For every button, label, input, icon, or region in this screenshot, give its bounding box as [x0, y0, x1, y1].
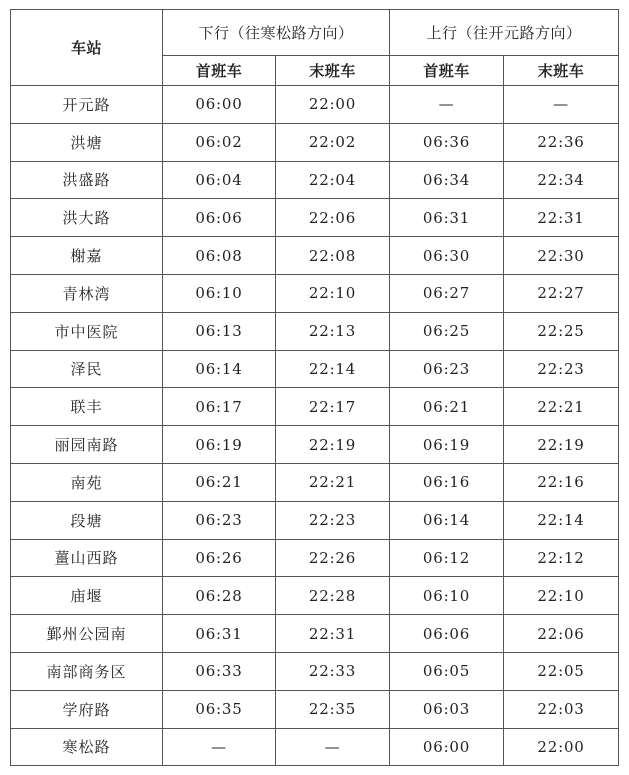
down-last-train-time: 22:17 [276, 388, 390, 426]
down-last-train-time: 22:08 [276, 237, 390, 275]
station-name: 青林湾 [11, 274, 163, 312]
up-last-train-time: 22:05 [504, 652, 619, 690]
up-last-train-time: 22:19 [504, 426, 619, 464]
station-name: 段塘 [11, 501, 163, 539]
down-first-train-time: 06:28 [163, 577, 276, 615]
down-last-train-time: 22:00 [276, 86, 390, 124]
up-first-train-time: 06:16 [390, 463, 504, 501]
down-first-train-time: 06:19 [163, 426, 276, 464]
down-last-train-time: 22:19 [276, 426, 390, 464]
table-row [11, 577, 619, 615]
up-first-train-time: 06:14 [390, 501, 504, 539]
header-station: 车站 [11, 10, 163, 86]
up-last-train-time: 22:10 [504, 577, 619, 615]
down-last-train-time: 22:28 [276, 577, 390, 615]
up-first-train-time: 06:12 [390, 539, 504, 577]
down-first-train-time: 06:08 [163, 237, 276, 275]
table-row [11, 728, 619, 766]
header-up-last-train: 末班车 [504, 56, 619, 86]
station-name: 薑山西路 [11, 539, 163, 577]
header-up-direction: 上行（往开元路方向） [390, 10, 619, 56]
station-name: 庙堰 [11, 577, 163, 615]
down-last-train-time: 22:23 [276, 501, 390, 539]
up-first-train-time: 06:03 [390, 690, 504, 728]
up-last-train-time: — [504, 86, 619, 124]
table-row [11, 237, 619, 275]
up-first-train-time: 06:19 [390, 426, 504, 464]
down-first-train-time: 06:26 [163, 539, 276, 577]
down-last-train-time: 22:10 [276, 274, 390, 312]
header-down-first-train: 首班车 [163, 56, 276, 86]
station-name: 丽园南路 [11, 426, 163, 464]
up-last-train-time: 22:30 [504, 237, 619, 275]
down-first-train-time: 06:23 [163, 501, 276, 539]
up-last-train-time: 22:00 [504, 728, 619, 766]
timetable-header [11, 10, 619, 86]
up-last-train-time: 22:06 [504, 615, 619, 653]
down-first-train-time: 06:31 [163, 615, 276, 653]
down-last-train-time: 22:13 [276, 312, 390, 350]
up-first-train-time: 06:06 [390, 615, 504, 653]
up-first-train-time: 06:00 [390, 728, 504, 766]
up-last-train-time: 22:16 [504, 463, 619, 501]
station-name: 榭嘉 [11, 237, 163, 275]
up-first-train-time: 06:05 [390, 652, 504, 690]
down-first-train-time: — [163, 728, 276, 766]
station-name: 洪塘 [11, 123, 163, 161]
down-last-train-time: 22:06 [276, 199, 390, 237]
station-name: 洪大路 [11, 199, 163, 237]
table-row [11, 690, 619, 728]
up-first-train-time: — [390, 86, 504, 124]
up-first-train-time: 06:36 [390, 123, 504, 161]
table-row [11, 652, 619, 690]
station-name: 学府路 [11, 690, 163, 728]
down-first-train-time: 06:10 [163, 274, 276, 312]
down-last-train-time: 22:21 [276, 463, 390, 501]
up-first-train-time: 06:34 [390, 161, 504, 199]
down-last-train-time: 22:02 [276, 123, 390, 161]
station-name: 开元路 [11, 86, 163, 124]
table-row [11, 350, 619, 388]
up-first-train-time: 06:23 [390, 350, 504, 388]
table-row [11, 86, 619, 124]
down-first-train-time: 06:02 [163, 123, 276, 161]
station-name: 寒松路 [11, 728, 163, 766]
down-first-train-time: 06:06 [163, 199, 276, 237]
table-row [11, 539, 619, 577]
station-name: 联丰 [11, 388, 163, 426]
up-first-train-time: 06:30 [390, 237, 504, 275]
down-last-train-time: 22:14 [276, 350, 390, 388]
table-row [11, 199, 619, 237]
table-row [11, 388, 619, 426]
up-first-train-time: 06:31 [390, 199, 504, 237]
timetable-body [11, 86, 619, 766]
table-row [11, 501, 619, 539]
header-row-directions [11, 10, 619, 56]
station-name: 鄞州公园南 [11, 615, 163, 653]
down-first-train-time: 06:04 [163, 161, 276, 199]
down-first-train-time: 06:13 [163, 312, 276, 350]
table-row [11, 426, 619, 464]
down-first-train-time: 06:33 [163, 652, 276, 690]
down-last-train-time: 22:04 [276, 161, 390, 199]
station-name: 市中医院 [11, 312, 163, 350]
up-first-train-time: 06:25 [390, 312, 504, 350]
up-last-train-time: 22:27 [504, 274, 619, 312]
down-first-train-time: 06:21 [163, 463, 276, 501]
down-first-train-time: 06:35 [163, 690, 276, 728]
table-row [11, 123, 619, 161]
up-last-train-time: 22:34 [504, 161, 619, 199]
table-row [11, 615, 619, 653]
up-first-train-time: 06:27 [390, 274, 504, 312]
up-last-train-time: 22:14 [504, 501, 619, 539]
down-last-train-time: 22:35 [276, 690, 390, 728]
up-last-train-time: 22:31 [504, 199, 619, 237]
header-down-last-train: 末班车 [276, 56, 390, 86]
timetable [10, 9, 619, 766]
down-last-train-time: 22:26 [276, 539, 390, 577]
header-up-first-train: 首班车 [390, 56, 504, 86]
table-row [11, 312, 619, 350]
station-name: 洪盛路 [11, 161, 163, 199]
up-last-train-time: 22:21 [504, 388, 619, 426]
up-last-train-time: 22:23 [504, 350, 619, 388]
up-last-train-time: 22:12 [504, 539, 619, 577]
down-first-train-time: 06:00 [163, 86, 276, 124]
up-first-train-time: 06:10 [390, 577, 504, 615]
station-name: 南部商务区 [11, 652, 163, 690]
up-last-train-time: 22:25 [504, 312, 619, 350]
table-row [11, 463, 619, 501]
down-first-train-time: 06:17 [163, 388, 276, 426]
up-last-train-time: 22:36 [504, 123, 619, 161]
table-row [11, 161, 619, 199]
station-name: 南苑 [11, 463, 163, 501]
station-name: 泽民 [11, 350, 163, 388]
up-last-train-time: 22:03 [504, 690, 619, 728]
down-last-train-time: 22:33 [276, 652, 390, 690]
table-row [11, 274, 619, 312]
up-first-train-time: 06:21 [390, 388, 504, 426]
header-down-direction: 下行（往寒松路方向） [163, 10, 390, 56]
down-last-train-time: 22:31 [276, 615, 390, 653]
down-first-train-time: 06:14 [163, 350, 276, 388]
down-last-train-time: — [276, 728, 390, 766]
